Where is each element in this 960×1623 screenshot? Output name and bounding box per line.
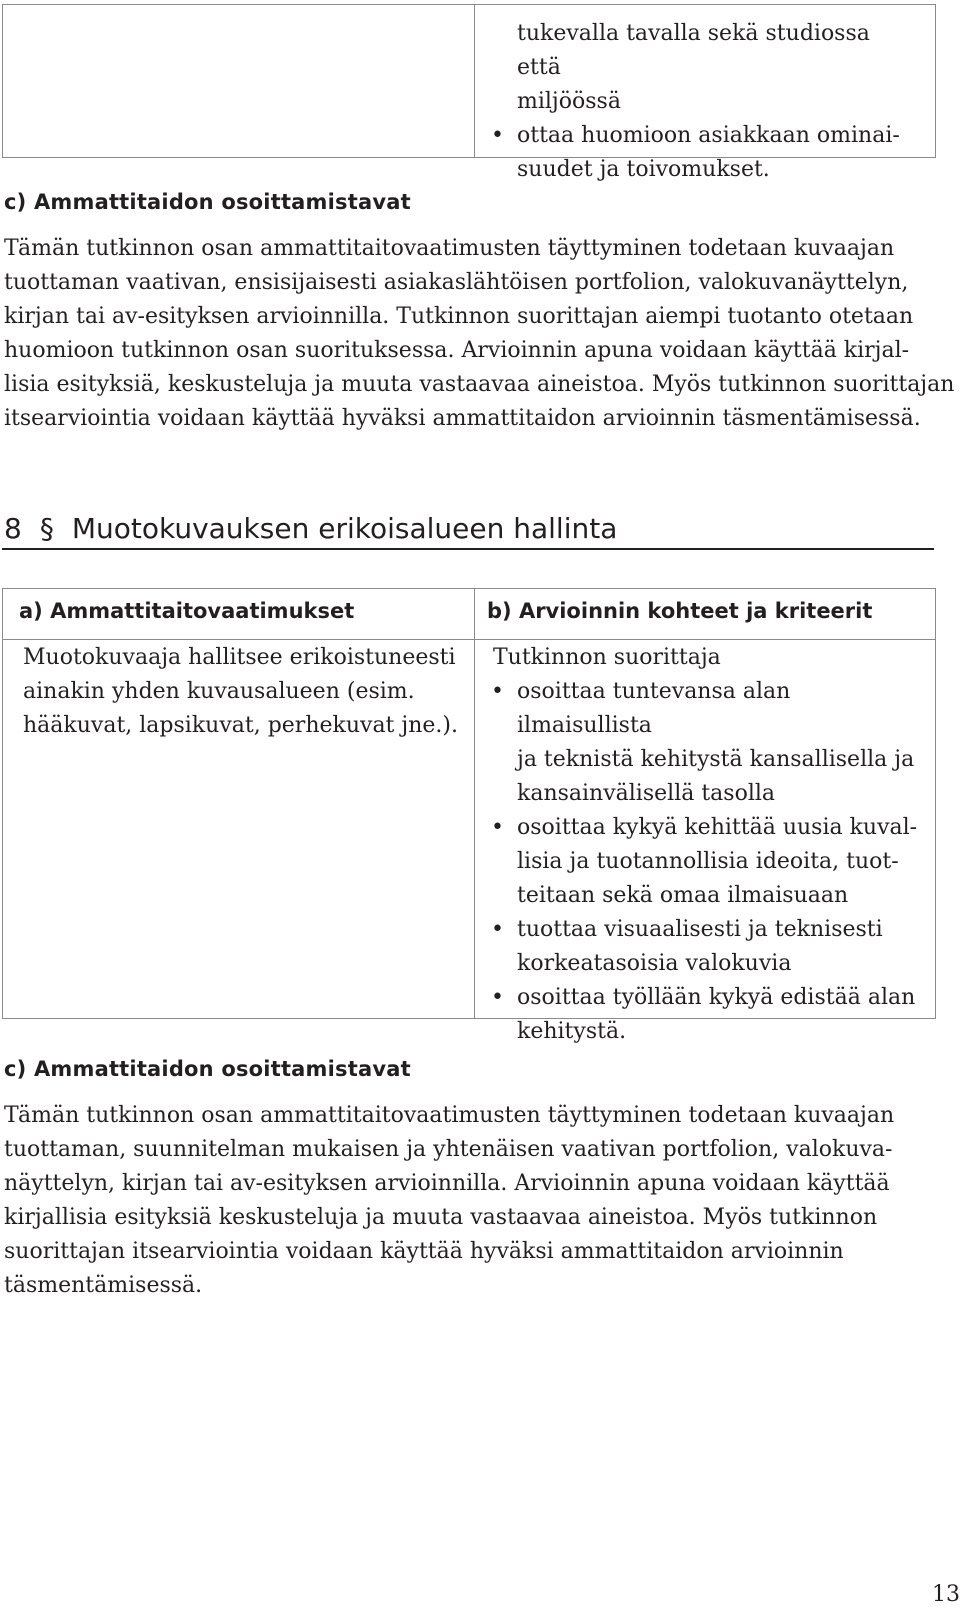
text-line: tuottaman, suunnitelman mukaisen ja yhtenäisen vaativan portfolion, valokuva- [4,1137,893,1162]
paragraph [4,232,955,436]
text-line: ainakin yhden kuvausalueen (esim. [23,679,415,704]
text-line: kehitystä. [517,1019,627,1044]
bullet-icon: • [491,917,504,942]
text-line: ottaa huomioon asiakkaan ominai- [517,123,900,148]
table-column-divider [474,5,475,157]
text-line: tuottaa visuaalisesti ja teknisesti [517,917,883,942]
bullet-icon: • [491,815,504,840]
section-number: 8 [4,512,22,545]
list-item [491,119,917,187]
table-header-divider [3,639,935,640]
text-line: tuottaman vaativan, ensisijaisesti asiakaslähtöisen portfolion, valokuvanäyttelyn, [4,270,909,295]
text-line: hääkuvat, lapsikuvat, perhekuvat jne.). [23,713,458,738]
text-line: teitaan sekä omaa ilmaisuaan [517,883,849,908]
section-rule [2,548,934,550]
text-line: tukevalla tavalla sekä studiossa että [517,21,870,80]
text-line: suorittajan itsearviointia voidaan käyttää hyväksi ammattitaidon arvioinnin [4,1239,844,1264]
text-line: ja teknistä kehitystä kansallisella ja [517,747,915,772]
text-line: osoittaa työllään kykyä edistää alan [517,985,916,1010]
bullet-icon: • [491,985,504,1010]
text-line: Tämän tutkinnon osan ammattitaitovaatimusten täyttyminen todetaan kuvaajan [4,236,895,261]
text-line: miljöössä [517,89,621,114]
text-line: kirjallisia esityksiä keskusteluja ja muuta vastaavaa aineistoa. Myös tutkinnon [4,1205,878,1230]
text-line: lisia ja tuotannollisia ideoita, tuot- [517,849,899,874]
text-line: Muotokuvaaja hallitsee erikoistuneesti [23,645,456,670]
text-line: lisia esityksiä, keskusteluja ja muuta vastaavaa aineistoa. Myös tutkinnon suorittajan [4,372,955,397]
text-line: osoittaa kykyä kehittää uusia kuval- [517,815,918,840]
text-line: suudet ja toivomukset. [517,157,770,182]
text-line: huomioon tutkinnon osan suorituksessa. Arvioinnin apuna voidaan käyttää kirjal- [4,338,910,363]
text-line: näyttelyn, kirjan tai av-esityksen arvioinnilla. Arvioinnin apuna voidaan käyttää [4,1171,890,1196]
criteria-intro: Tutkinnon suorittaja [493,645,721,670]
list-item [491,811,923,913]
criteria-table [2,588,936,1044]
column-heading-a: a) Ammattitaitovaatimukset [19,599,355,623]
bullet-icon: • [491,679,504,704]
list-item [491,981,923,1049]
table-column-divider [474,589,475,1018]
text-line: kansainvälisellä tasolla [517,781,776,806]
section-symbol: § [39,512,54,545]
text-line: kirjan tai av-esityksen arvioinnilla. Tutkinnon suorittajan aiempi tuotanto otetaan [4,304,914,329]
column-b-content [493,641,923,1049]
text-line: korkeatasoisia valokuvia [517,951,792,976]
section-heading: c) Ammattitaidon osoittamistavat [4,1057,411,1081]
text-line: täsmentämisessä. [4,1273,203,1298]
continuation-cell [491,17,917,187]
column-a-content [23,641,463,743]
paragraph [4,1099,934,1303]
text-line: osoittaa tuntevansa alan ilmaisullista [517,679,791,738]
bullet-icon: • [491,123,504,148]
section-heading: c) Ammattitaidon osoittamistavat [4,190,411,214]
column-heading-b: b) Arvioinnin kohteet ja kriteerit [487,599,873,623]
section-title-text: Muotokuvauksen erikoisalueen hallinta [71,512,618,545]
page-number: 13 [932,1582,960,1607]
text-line: Tämän tutkinnon osan ammattitaitovaatimusten täyttyminen todetaan kuvaajan [4,1103,895,1128]
text-line: itsearviointia voidaan käyttää hyväksi ammattitaidon arvioinnin täsmentämisessä. [4,406,921,431]
continuation-table [2,4,936,182]
list-item [491,675,923,811]
section-title [4,512,617,545]
list-item [491,913,923,981]
